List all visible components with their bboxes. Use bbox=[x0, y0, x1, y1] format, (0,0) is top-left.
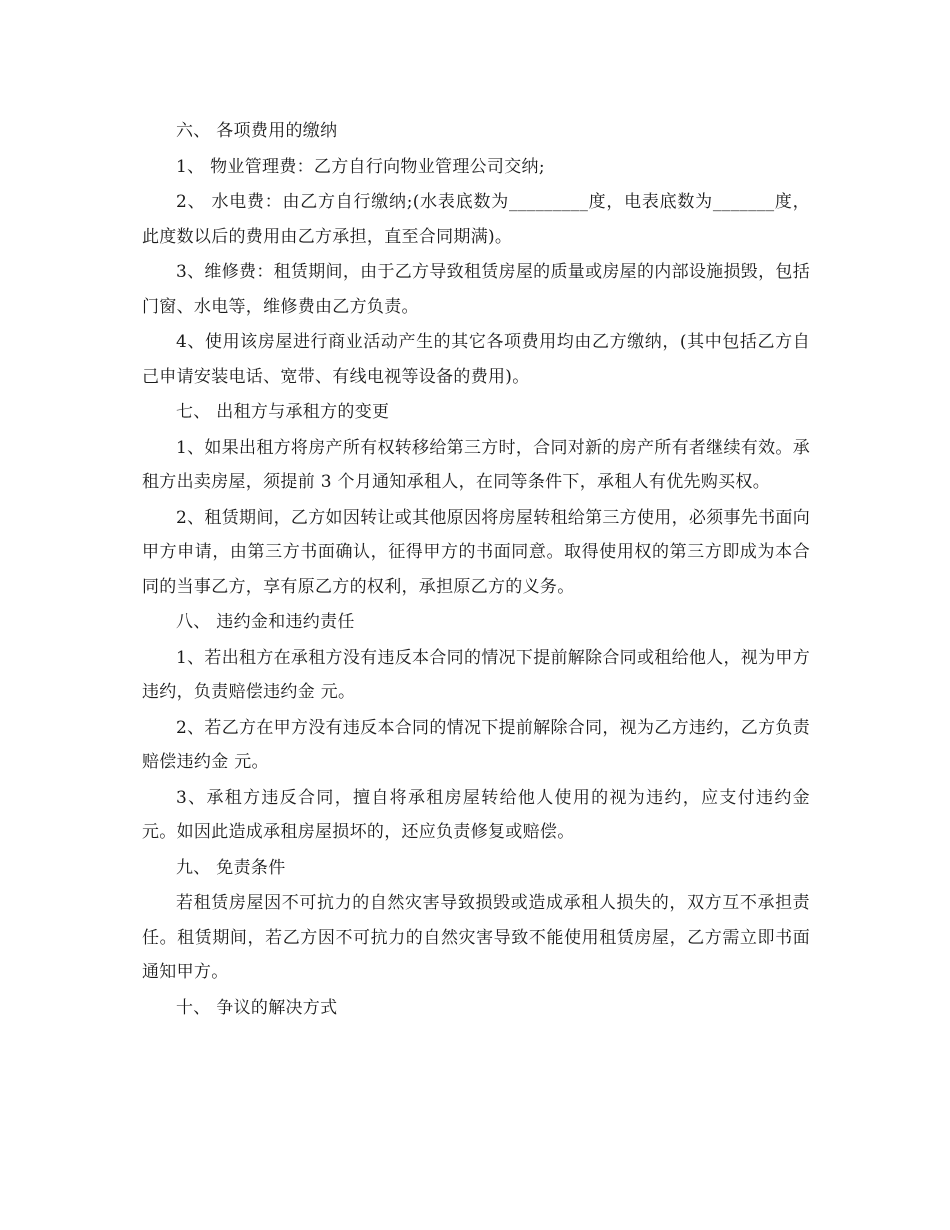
section-heading-fees: 六、 各项费用的缴纳 bbox=[176, 121, 338, 141]
section-heading-breach: 八、 违约金和违约责任 bbox=[176, 612, 355, 632]
clause-force-majeure: 若租赁房屋因不可抗力的自然灾害导致损毁或造成承租人损失的，双方互不承担责任。租赁期间，若乙方因不可抗力的自然灾害导致不能使用租赁房屋，乙方需立即书面通知甲方。 bbox=[142, 893, 810, 982]
section-heading-disputes: 十、 争议的解决方式 bbox=[176, 997, 338, 1018]
document-body bbox=[142, 114, 810, 1026]
section-heading-exemption: 九、 免责条件 bbox=[176, 857, 286, 878]
clause-maintenance-fee: 3、维修费：租赁期间，由于乙方导致租赁房屋的质量或房屋的内部设施损毁，包括门窗、水电等，维修费由乙方负责。 bbox=[142, 262, 810, 317]
clause-tenant-breach: 2、若乙方在甲方没有违反本合同的情况下提前解除合同，视为乙方违约，乙方负责赔偿违约金 元。 bbox=[142, 717, 810, 772]
clause-other-fees: 4、使用该房屋进行商业活动产生的其它各项费用均由乙方缴纳，(其中包括乙方自己申请安装电话、宽带、有线电视等设备的费用)。 bbox=[142, 332, 810, 387]
clause-ownership-transfer: 1、如果出租方将房产所有权转移给第三方时，合同对新的房产所有者继续有效。承租方出卖房屋，须提前 3 个月通知承租人，在同等条件下，承租人有优先购买权。 bbox=[142, 437, 810, 492]
clause-sublease: 2、租赁期间，乙方如因转让或其他原因将房屋转租给第三方使用，必须事先书面向甲方申请，由第三方书面确认，征得甲方的书面同意。取得使用权的第三方即成为本合同的当事乙方，享有原乙方的权利，承担原乙方的义务。 bbox=[142, 507, 810, 597]
clause-property-fee: 1、 物业管理费：乙方自行向物业管理公司交纳; bbox=[176, 156, 545, 177]
section-heading-changes: 七、 出租方与承租方的变更 bbox=[176, 402, 390, 422]
clause-landlord-breach: 1、若出租方在承租方没有违反本合同的情况下提前解除合同或租给他人，视为甲方违约，负责赔偿违约金 元。 bbox=[142, 647, 810, 702]
clause-unauthorized-transfer: 3、承租方违反合同，擅自将承租房屋转给他人使用的视为违约，应支付违约金 元。如因此造成承租房屋损坏的，还应负责修复或赔偿。 bbox=[142, 787, 810, 842]
clause-utility-fee: 2、 水电费：由乙方自行缴纳;(水表底数为_________度，电表底数为_______度，此度数以后的费用由乙方承担，直至合同期满)。 bbox=[142, 192, 810, 247]
